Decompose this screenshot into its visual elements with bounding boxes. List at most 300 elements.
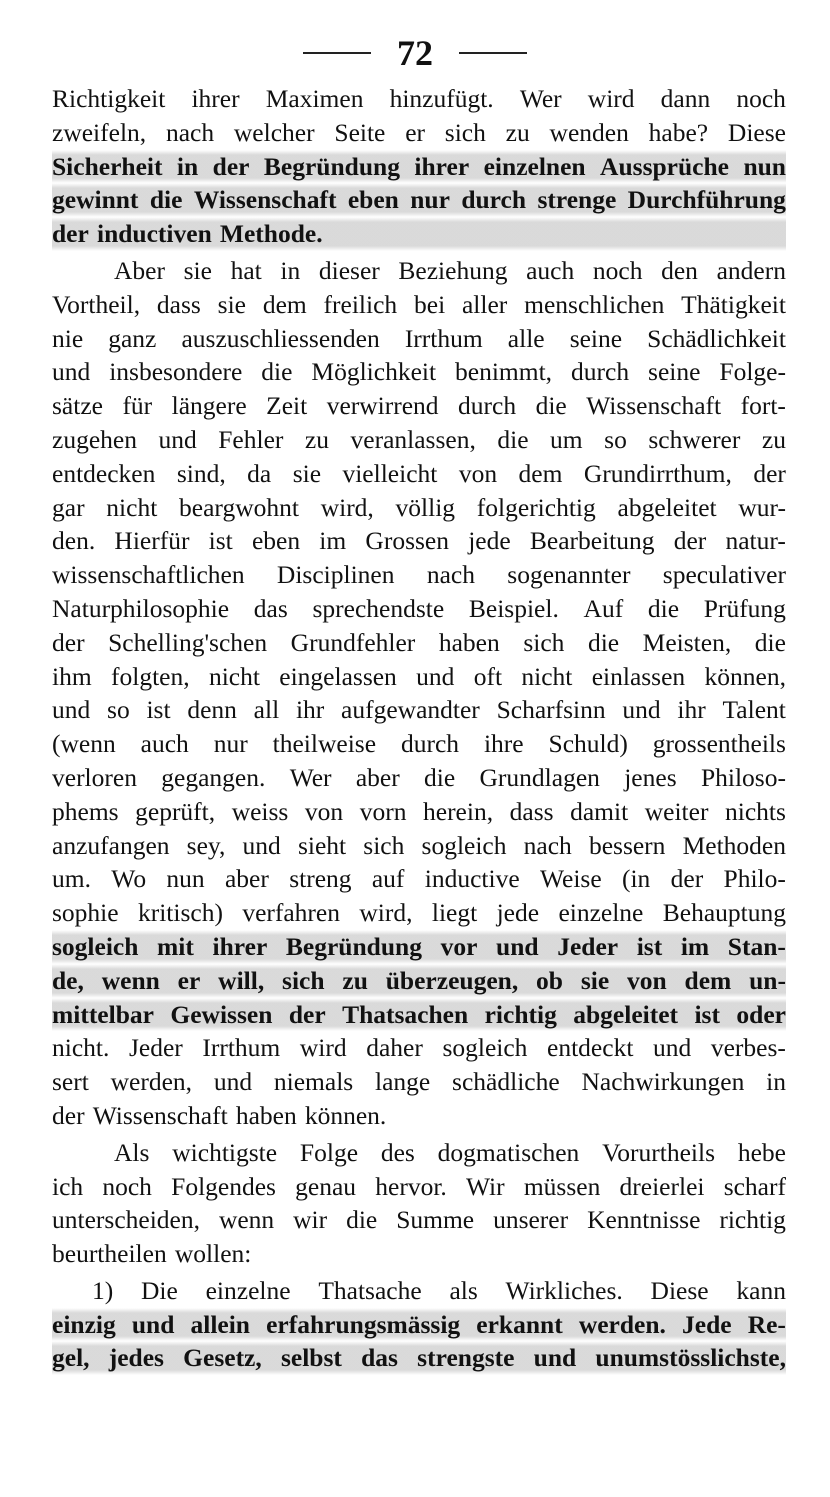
word: sich [363,830,405,860]
word: Weise [539,864,602,894]
word: bei [414,289,446,319]
word: zu [761,424,786,454]
header-rule-right [459,52,527,54]
word: nicht. [52,1033,110,1063]
word: abgeleitet [617,492,717,522]
text-line [52,491,786,525]
word: unterscheiden, [52,1205,200,1235]
word: in [176,151,199,181]
word: richtig [719,1205,786,1235]
word: dem [262,289,307,319]
word: zu [342,965,368,995]
word: fort- [740,391,786,421]
word: wenden [549,117,629,147]
word: und [158,424,197,454]
word: vorn [359,796,407,826]
word: der [212,151,250,181]
word: auf [371,864,405,894]
word: werden, [110,1067,193,1097]
word: unserer [493,1205,569,1235]
word: das [253,593,288,623]
word: Naturphilosophie [52,593,230,623]
word: jedes [108,1343,164,1373]
word: Thatsache [318,1275,422,1305]
text-line [52,254,786,288]
word: verbes- [710,1033,786,1063]
word: zu [505,117,530,147]
word: Schädlichkeit [647,323,786,353]
word: durch [461,185,527,215]
word: gegangen. [161,762,266,792]
word: im [680,931,710,961]
word: von [627,965,667,995]
word: kritisch) [137,898,223,928]
word: seine [569,323,623,353]
word: strengste [417,1343,515,1373]
word: ist [146,695,171,725]
word: niemals [273,1067,354,1097]
word: Jede [682,1309,732,1339]
word: weiss [231,796,289,826]
word: wenn [218,1205,275,1235]
word: Fehler [218,424,284,454]
word: sie [217,289,246,319]
word: das [361,1343,398,1373]
word: Aber [114,255,165,285]
word: der [670,864,704,894]
text-line [52,183,786,217]
word: Als [114,1137,150,1167]
word: eben [251,526,301,556]
word: und [496,931,539,961]
word: nicht [521,661,573,691]
word: erfahrungsmässig [266,1309,461,1339]
word: un- [749,965,786,995]
word: daher [366,1033,423,1063]
word: all [253,695,280,725]
word: Gesetz, [183,1343,262,1373]
word: Durchführung [627,185,786,215]
word: gewinnt [52,185,139,215]
text-line [52,693,786,727]
word: wird, [359,898,413,928]
word: schwerer [648,424,741,454]
word: hebe [737,1137,786,1167]
word: Wissenschaft [193,185,337,215]
word: eingelassen [279,661,397,691]
word: einzelnen [483,151,586,181]
word: Folge [299,1137,359,1167]
word: Maximen [265,84,364,113]
word: Wer [289,762,332,792]
word: einlassen [591,661,686,691]
word: ihr [677,695,706,725]
word: die [497,424,529,454]
text-line [52,998,786,1032]
word: und [52,357,91,387]
word: der [288,999,326,1029]
word: Bearbeitung [529,526,655,556]
text-line [52,761,786,795]
word: um [550,424,583,454]
text-line [52,1031,786,1065]
word: zu [304,424,329,454]
word: wur- [738,492,786,522]
word: hinzufügt. [389,84,494,113]
word: (in [621,864,651,894]
word: aber [355,762,400,792]
word: mit [157,931,194,961]
word: Richtigkeit [52,84,166,113]
word: allein [190,1309,250,1339]
word: völlig [395,492,456,522]
word: dem [518,458,563,488]
word: sie [580,965,610,995]
text-line [52,1136,786,1170]
word: nichts [725,796,786,826]
word: zweifeln, [52,117,147,147]
text-line [52,558,786,592]
word: er [177,965,201,995]
word: nach [165,117,215,147]
word: entdecken [52,458,156,488]
text-line [52,150,786,184]
word: herein, [423,796,494,826]
word: damit [570,796,629,826]
word: einzig [52,1309,116,1339]
word: beargwohnt [179,492,299,522]
word: sey, [186,830,226,860]
word: streng [289,864,352,894]
text-line [52,389,786,423]
text-line [52,322,786,356]
word: sie [183,255,212,285]
word: Diese [650,1275,709,1305]
word: auszuschliessenden [181,323,380,353]
word: die [587,627,620,657]
word: nur [410,185,450,215]
word: sind, [176,458,226,488]
text-line [52,457,786,491]
text-line [52,795,786,829]
text-line [52,1170,786,1204]
text-line [52,1203,786,1237]
word: die [535,391,567,421]
text-line [52,217,786,251]
word: verfahren [242,898,340,928]
word: Folgendes [171,1171,276,1201]
word: zugehen [52,424,137,454]
text-line [52,355,786,389]
word: sprechendste [312,593,445,623]
word: im [319,526,347,556]
word: nun [166,864,205,894]
word: haben [235,1100,297,1130]
word: habe? [648,117,709,147]
word: dem [684,965,732,995]
word: wird [299,1033,347,1063]
word: liegt [431,898,478,928]
word: Thätigkeit [681,289,786,319]
word: Jeder [128,1033,183,1063]
word: ist [636,931,663,961]
word: die [261,357,293,387]
word: der [52,627,85,657]
word: 1) [92,1275,114,1305]
word: will, [218,965,265,995]
word: folgten, [111,661,190,691]
word: die [424,762,456,792]
word: alle [507,323,545,353]
word: noch [592,255,643,285]
text-line [52,930,786,964]
word: die [754,627,786,657]
word: seine [648,357,701,387]
word: selbst [280,1343,342,1373]
word: und [213,1067,253,1097]
word: Vorurtheils [602,1137,715,1167]
word: sogleich [421,830,507,860]
word: so [604,424,627,454]
word: menschlichen [524,289,665,319]
word: wird [587,84,635,113]
word: Kenntnisse [587,1205,701,1235]
word: Wir [466,1171,505,1201]
word: in [280,255,301,285]
word: hat [230,255,262,285]
word: und [533,1343,577,1373]
word: verloren [52,762,137,792]
word: Philo- [723,864,786,894]
word: wissenschaftlichen [52,560,245,590]
word: durch [458,391,517,421]
body-text [52,82,786,1375]
word: dreierlei [619,1171,705,1201]
word: insbesondere [109,357,243,387]
word: ihrer [191,84,240,113]
word: oder [736,999,786,1029]
word: und [622,695,661,725]
text-line [52,626,786,660]
word: Wirkliches. [505,1275,623,1305]
word: von [458,458,498,488]
word: ihrer [414,151,470,181]
text-line [52,964,786,998]
word: die [346,1205,378,1235]
word: Schuld) [548,729,628,759]
word: Möglichkeit [311,357,437,387]
word: Scharfsinn [496,695,606,725]
word: Zeit [266,391,308,421]
word: wird, [320,492,374,522]
word: entdeckt [547,1033,634,1063]
word: strenge [537,185,617,215]
word: einzelne [558,898,644,928]
word: Aussprüche [600,151,729,181]
word: Prüfung [703,593,786,623]
word: überzeugen, [385,965,519,995]
word: hervor. [375,1171,447,1201]
word: anzufangen [52,830,170,860]
word: freilich [323,289,398,319]
word: auch [140,729,189,759]
word: ihm [52,661,92,691]
word: natur- [725,526,786,556]
word: ist [208,526,233,556]
word: Meisten, [642,627,732,657]
word: inductiven [96,219,212,249]
word: speculativer [662,560,786,590]
word: veranlassen, [350,424,476,454]
text-line [52,1274,786,1308]
word: mittelbar [52,999,154,1029]
word: verwirrend [326,391,439,421]
word: sogenannter [507,560,631,590]
header-rule-left [303,52,371,54]
text-line [52,82,786,116]
word: oft [473,661,503,691]
word: Irrthum [404,323,483,353]
word: Talent [722,695,786,725]
word: durch [571,357,630,387]
word: jede [468,526,511,556]
text-line [52,116,786,150]
word: grossentheils [652,729,786,759]
word: in [766,1067,786,1097]
word: nicht [106,492,158,522]
word: Methoden [682,830,786,860]
word: für [122,391,153,421]
word: sich [444,117,486,147]
word: einzelne [205,1275,291,1305]
text-line [52,592,786,626]
word: und [416,661,455,691]
word: so [107,695,130,725]
word: und [52,695,91,725]
word: vielleicht [342,458,438,488]
word: vor [440,931,478,961]
word: der [753,458,786,488]
word: sieht [297,830,347,860]
text-line [52,829,786,863]
word: denn [187,695,237,725]
word: geprüft, [135,796,216,826]
word: Folge- [719,357,786,387]
text-line [52,896,786,930]
word: aufgewandter [341,695,480,725]
word: Gewissen [170,999,273,1029]
text-line [52,862,786,896]
word: kann [736,1275,786,1305]
word: werden. [578,1309,666,1339]
word: Irrthum [202,1033,281,1063]
word: sich [282,965,325,995]
word: wichtigste [172,1137,278,1167]
word: Seite [334,117,386,147]
word: dieser [318,255,380,285]
text-line [52,1308,786,1342]
text-line [52,423,786,457]
word: dann [660,84,711,113]
word: Begründung [285,931,422,961]
word: Re- [747,1309,786,1339]
word: ihre [483,729,524,759]
text-line [52,288,786,322]
word: unumstösslichste, [595,1343,786,1373]
word: nie [52,323,84,353]
text-line [52,1099,786,1133]
word: Wo [111,864,147,894]
word: gel, [52,1343,90,1373]
word: noch [102,1171,152,1201]
word: Begründung [263,151,400,181]
word: folgerichtig [476,492,596,522]
text-line [52,1065,786,1099]
word: Schelling'schen [108,627,268,657]
word: die [647,593,680,623]
word: lange [375,1067,431,1097]
word: Methode. [219,219,323,249]
word: nach [426,560,475,590]
word: noch [736,84,786,113]
word: Diese [727,117,786,147]
word: scharf [723,1171,786,1201]
word: um. [52,864,91,894]
word: aber [224,864,269,894]
word: dass [156,289,201,319]
word: ich [52,1171,84,1201]
word: nur [213,729,248,759]
word: abgeleitet [573,999,679,1029]
word: den. [52,526,96,556]
word: sich [523,627,565,657]
word: erkannt [476,1309,563,1339]
word: nicht [208,661,260,691]
word: Grundirrthum, [583,458,732,488]
word: wir [293,1205,328,1235]
text-line [52,1341,786,1375]
word: nach [523,830,572,860]
word: Stan- [727,931,786,961]
word: da [247,458,272,488]
word: Disciplinen [276,560,395,590]
word: Nachwirkungen [581,1067,745,1097]
text-line [52,660,786,694]
word: eben [347,185,399,215]
word: sogleich [442,1033,528,1063]
word: als [449,1275,478,1305]
word: wenn [101,965,160,995]
word: Grundlagen [479,762,600,792]
word: jede [496,898,540,928]
text-line [52,524,786,558]
word: de, [52,965,84,995]
word: sätze [52,391,103,421]
word: ganz [108,323,157,353]
word: können. [304,1100,387,1130]
word: der [52,219,89,249]
word: Vortheil, [52,289,141,319]
word: jenes [624,762,677,792]
word: auch [526,255,575,285]
word: und [653,1033,692,1063]
word: ihr [295,695,325,725]
word: Jeder [557,931,619,961]
word: müssen [523,1171,601,1201]
word: nun [743,151,786,181]
word: Behauptung [662,898,786,928]
word: ist [694,999,720,1029]
